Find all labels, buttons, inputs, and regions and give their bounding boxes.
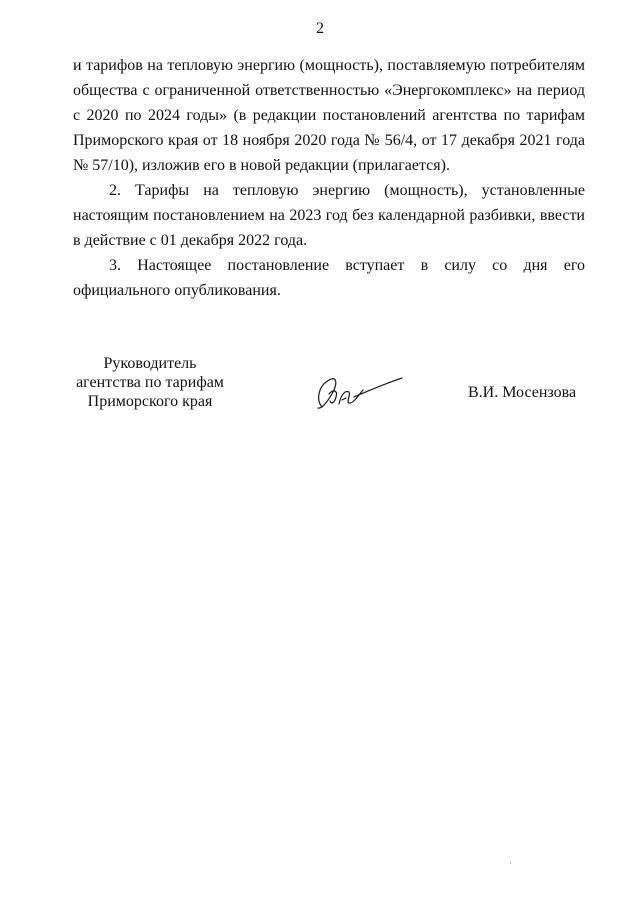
signatory-title-line: Руководитель [103,355,197,372]
signatory-title [60,354,240,411]
scan-artifact [510,862,511,864]
page-number: 2 [316,20,324,37]
paragraph-item-2: 2. Тарифы на тепловую энергию (мощность), установленные настоящим постановлением на 2023 год без календарной разбивки, ввести в действие с 01 декабря 2022 года. [73,182,585,249]
document-body [73,53,585,303]
signatory-title-line: Приморского края [87,393,213,410]
signatory-title-line: агентства по тарифам [76,374,224,391]
signatory-name: В.И. Мосензова [468,384,577,401]
paragraph-item-3: 3. Настоящее постановление вступает в силу со дня его официального опубликования. [73,257,585,299]
paragraph-continuation: и тарифов на тепловую энергию (мощность), поставляемую потребителям общества с ограниченной ответственностью «Энергокомплекс» на период с 2020 по 2024 годы» (в редакции постановлений агентства по тарифам Приморского края от 18 ноября 2020 года № 56/4, от 17 декабря 2021 года № 57/10), изложив его в новой редакции (прилагается). [73,57,585,174]
handwritten-signature [308,370,408,420]
